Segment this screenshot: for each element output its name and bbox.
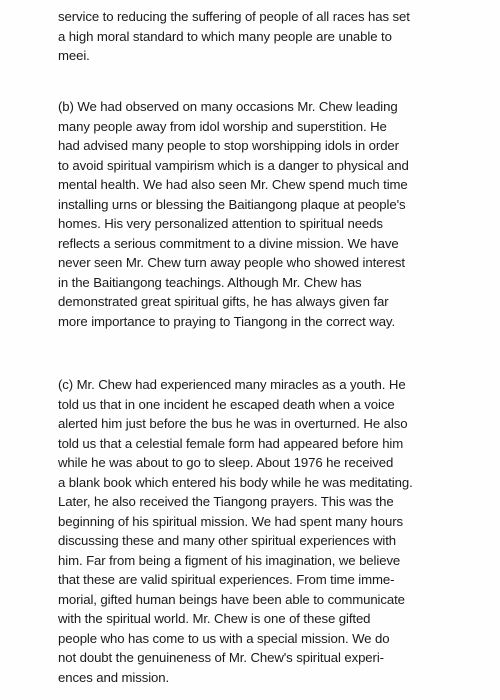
text-line: mental health. We had also seen Mr. Chew spend much time: [58, 177, 408, 192]
text-line: Later, he also received the Tiangong prayers. This was the: [58, 494, 394, 509]
text-line: morial, gifted human beings have been able to communicate: [58, 591, 405, 607]
text-line: him. Far from being a figment of his imagination, we believe: [58, 552, 401, 568]
text-line: that these are valid spiritual experiences. From time imme-: [58, 572, 395, 587]
text-line: a high moral standard to which many people are unable to: [58, 28, 392, 44]
text-line: with the spiritual world. Mr. Chew is one of these gifted: [58, 611, 371, 626]
paragraph-b: [58, 97, 444, 331]
text-line: service to reducing the suffering of people of all races has set: [58, 9, 410, 24]
text-line: homes. His very personalized attention to spiritual needs: [58, 216, 383, 231]
text-line: a blank book which entered his body while he was meditating.: [58, 474, 413, 490]
text-line: to avoid spiritual vampirism which is a danger to physical and: [58, 157, 409, 173]
text-line: beginning of his spiritual mission. We had spent many hours: [58, 513, 403, 529]
text-line: more importance to praying to Tiangong in the correct way.: [58, 313, 396, 329]
text-line: in the Baitiangong teachings. Although Mr. Chew has: [58, 274, 362, 290]
text-line: had advised many people to stop worshipping idols in order: [58, 138, 399, 153]
text-line: people who has come to us with a special mission. We do: [58, 630, 390, 646]
text-line: (b) We had observed on many occasions Mr. Chew leading: [58, 99, 398, 114]
text-line: told us that in one incident he escaped death when a voice: [58, 396, 395, 412]
text-line: demonstrated great spiritual gifts, he has always given far: [58, 294, 389, 309]
paragraph-c: [58, 375, 444, 687]
text-line: (c) Mr. Chew had experienced many miracles as a youth. He: [58, 377, 406, 392]
text-line: many people away from idol worship and superstition. He: [58, 118, 387, 134]
text-line: meei.: [58, 48, 90, 63]
text-line: not doubt the genuineness of Mr. Chew's spiritual experi-: [58, 650, 384, 665]
text-line: never seen Mr. Chew turn away people who showed interest: [58, 255, 405, 270]
paragraph-continuation: [58, 7, 444, 66]
text-line: alerted him just before the bus he was in overturned. He also: [58, 416, 408, 431]
text-line: discussing these and many other spiritual experiences with: [58, 533, 396, 548]
text-line: reflects a serious commitment to a divine mission. We have: [58, 235, 399, 251]
text-line: ences and mission.: [58, 669, 170, 685]
text-line: installing urns or blessing the Baitiangong plaque at people's: [58, 196, 406, 212]
text-line: while he was about to go to sleep. About 1976 he received: [58, 455, 394, 470]
text-line: told us that a celestial female form had appeared before him: [58, 435, 404, 451]
